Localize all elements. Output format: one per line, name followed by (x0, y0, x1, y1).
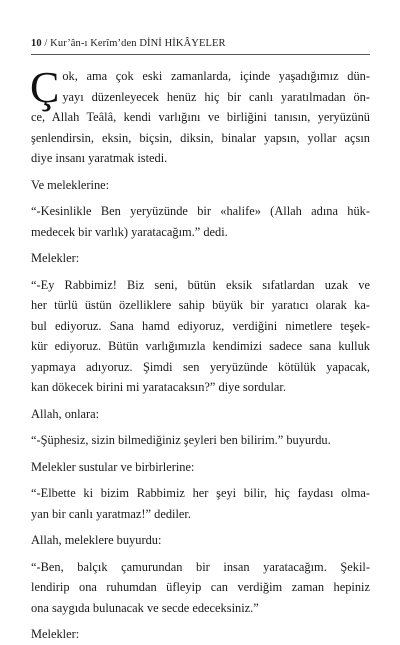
text-line: lendirip ona ruhumdan üfleyip can verdiğim zaman hepiniz (31, 580, 370, 594)
paragraph-8 (31, 457, 370, 478)
paragraph-11 (31, 557, 370, 619)
text-line: “-Ben, balçık çamurundan bir insan yaratacağım. Şekil- (31, 559, 370, 574)
text-line: ce, Allah Teâlâ, kendi varlığını ve birliğini tanısın, yeryüzünü (31, 110, 370, 124)
paragraph-3 (31, 201, 370, 242)
text-line: medecek bir varlık) yaratacağım.” dedi. (31, 224, 228, 239)
paragraph-12 (31, 624, 370, 645)
paragraph-1 (30, 63, 370, 169)
text-line: yan bir canlı yaratmaz!” dediler. (31, 506, 191, 521)
text-line: Melekler: (31, 251, 80, 265)
paragraph-5 (31, 275, 370, 398)
running-header (31, 38, 371, 49)
text-line: Allah, onlara: (31, 406, 100, 421)
text-line: Allah, meleklere buyurdu: (31, 533, 162, 547)
text-line: “-Şüphesiz, sizin bilmediğiniz şeyleri ben bilirim.” buyurdu. (31, 433, 331, 447)
drop-cap: Ç (30, 63, 60, 112)
paragraph-9 (31, 483, 370, 524)
header-rule (31, 54, 370, 55)
paragraph-10 (31, 530, 370, 551)
paragraph-7 (31, 430, 370, 451)
text-line: ok, ama çok eski zamanlarda, içinde yaşadığımız dün- (62, 69, 370, 83)
paragraph-6 (31, 404, 370, 425)
text-line: “-Ey Rabbimiz! Biz seni, bütün eksik sıfatlardan uzak ve (31, 277, 370, 292)
text-line: kür ediyoruz. Bütün varlığımızla kendimizi sadece sana kulluk (31, 339, 370, 353)
text-line: her türlü üstün özelliklere sahip büyük bir yaratıcı olarak ka- (31, 298, 370, 312)
text-line: Melekler sustular ve birbirlerine: (31, 459, 195, 474)
text-line: bul ediyoruz. Sana hamd ediyoruz, verdiğini nimetlere teşek- (31, 318, 370, 333)
text-line: şenlendirsin, eksin, biçsin, diksin, binalar yapsın, yollar açsın (31, 130, 370, 145)
text-line: yayı düzenleyecek henüz hiç bir canlı yaratılmadan ön- (62, 89, 370, 104)
text-line: diye insanı yaratmak istedi. (31, 151, 168, 165)
text-line: Ve meleklerine: (31, 177, 110, 192)
text-line: “-Elbette ki bizim Rabbimiz her şeyi bilir, hiç faydası olma- (31, 486, 370, 500)
page-body (30, 63, 370, 645)
text-line: Melekler: (31, 627, 80, 641)
book-title: / Kur’ân-ı Kerîm’den DİNİ HİKÂYELER (41, 38, 226, 49)
text-line: “-Kesinlikle Ben yeryüzünde bir «halife» (Allah adına hük- (31, 204, 370, 218)
paragraph-4 (31, 248, 370, 269)
paragraph-2 (31, 175, 370, 196)
page-number: 10 (31, 38, 42, 49)
text-line: kan dökecek birini mi yaratacaksın?” diye sordular. (31, 380, 286, 394)
text-line: ona saygıda bulunacak ve secde edeceksiniz.” (31, 600, 259, 615)
text-line: yapmaya adıyoruz. Şimdi sen yeryüzünde kötülük yapacak, (31, 359, 370, 374)
